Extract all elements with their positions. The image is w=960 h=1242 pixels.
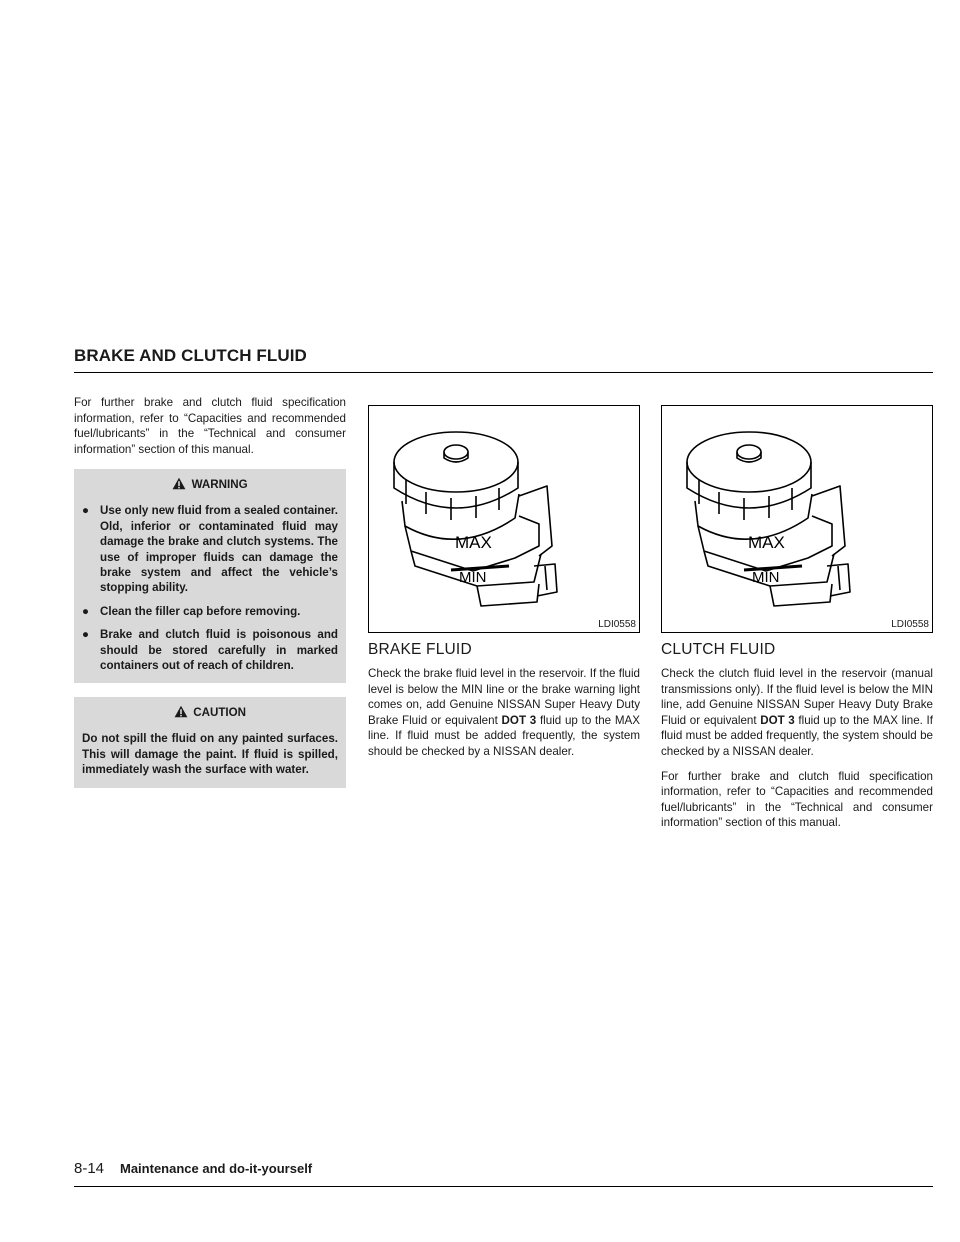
list-item: ● Brake and clutch fluid is poisonous and should be stored carefully in marked containers out of reach of children. [82, 628, 338, 673]
warning-triangle-icon [172, 478, 191, 491]
intro-paragraph: For further brake and clutch fluid specification information, refer to “Capacities and recommended fuel/lubricants” in the “Technical and consumer information” section of this manual. [74, 396, 346, 456]
caution-header [74, 697, 346, 723]
min-label: MIN [752, 569, 780, 586]
max-label: MAX [455, 533, 492, 552]
caution-heading: CAUTION [193, 706, 247, 720]
warning-heading: WARNING [191, 478, 248, 492]
page-number: 8-14 [74, 1160, 105, 1177]
max-label: MAX [748, 533, 785, 552]
brake-fluid-paragraph: Check the brake fluid level in the reservoir. If the fluid level is below the MIN line or the brake warning light comes on, add Genuine NISSAN Super Heavy Duty Brake Fluid or equivalent DOT 3 fluid up to the MAX line. If fluid must be added frequently, the system should be checked by a NISSAN dealer. [368, 667, 640, 758]
clutch-reservoir-figure [661, 405, 933, 633]
column-2 [368, 405, 640, 760]
bullet-icon: ● [82, 628, 90, 642]
bullet-icon: ● [82, 604, 90, 618]
caution-box [74, 697, 346, 787]
list-item: ● Use only new fluid from a sealed container. Old, inferior or contaminated fluid may damage the brake and clutch systems. The use of improper fluids can damage the brake system and affect the vehicle’s stopping ability. [82, 504, 338, 595]
brake-reservoir-figure [368, 405, 640, 633]
warning-box [74, 469, 346, 683]
list-item: ● Clean the filler cap before removing. [82, 604, 301, 618]
figure-id: LDI0558 [598, 619, 636, 630]
column-3 [661, 405, 933, 831]
clutch-fluid-paragraph: Check the clutch fluid level in the reservoir (manual transmissions only). If the fluid level is below the MIN line, add Genuine NISSAN Super Heavy Duty Brake Fluid or equivalent DOT 3 fluid up to the MAX line. If fluid must be added frequently, the system should be checked by a NISSAN dealer. [661, 667, 933, 758]
min-label: MIN [459, 569, 487, 586]
footer-divider [74, 1186, 933, 1187]
reservoir-illustration [662, 406, 932, 632]
warning-header [74, 469, 346, 495]
clutch-fluid-reference: For further brake and clutch fluid specification information, refer to “Capacities and recommended fuel/lubricants” in the “Technical and consumer information” section of this manual. [661, 769, 933, 830]
figure-id: LDI0558 [891, 619, 929, 630]
column-1 [74, 395, 346, 788]
reservoir-illustration [369, 406, 639, 632]
caution-text: Do not spill the fluid on any painted surfaces. This will damage the paint. If fluid is spilled, immediately wash the surface with water. [82, 732, 338, 777]
section-divider [74, 372, 933, 373]
brake-fluid-heading: BRAKE FLUID [368, 641, 472, 658]
section-title: BRAKE AND CLUTCH FLUID [74, 346, 307, 365]
bullet-icon: ● [82, 504, 90, 518]
caution-triangle-icon [174, 706, 193, 719]
chapter-title: Maintenance and do-it-yourself [120, 1161, 313, 1176]
warning-list [74, 503, 346, 673]
clutch-fluid-heading: CLUTCH FLUID [661, 641, 776, 658]
